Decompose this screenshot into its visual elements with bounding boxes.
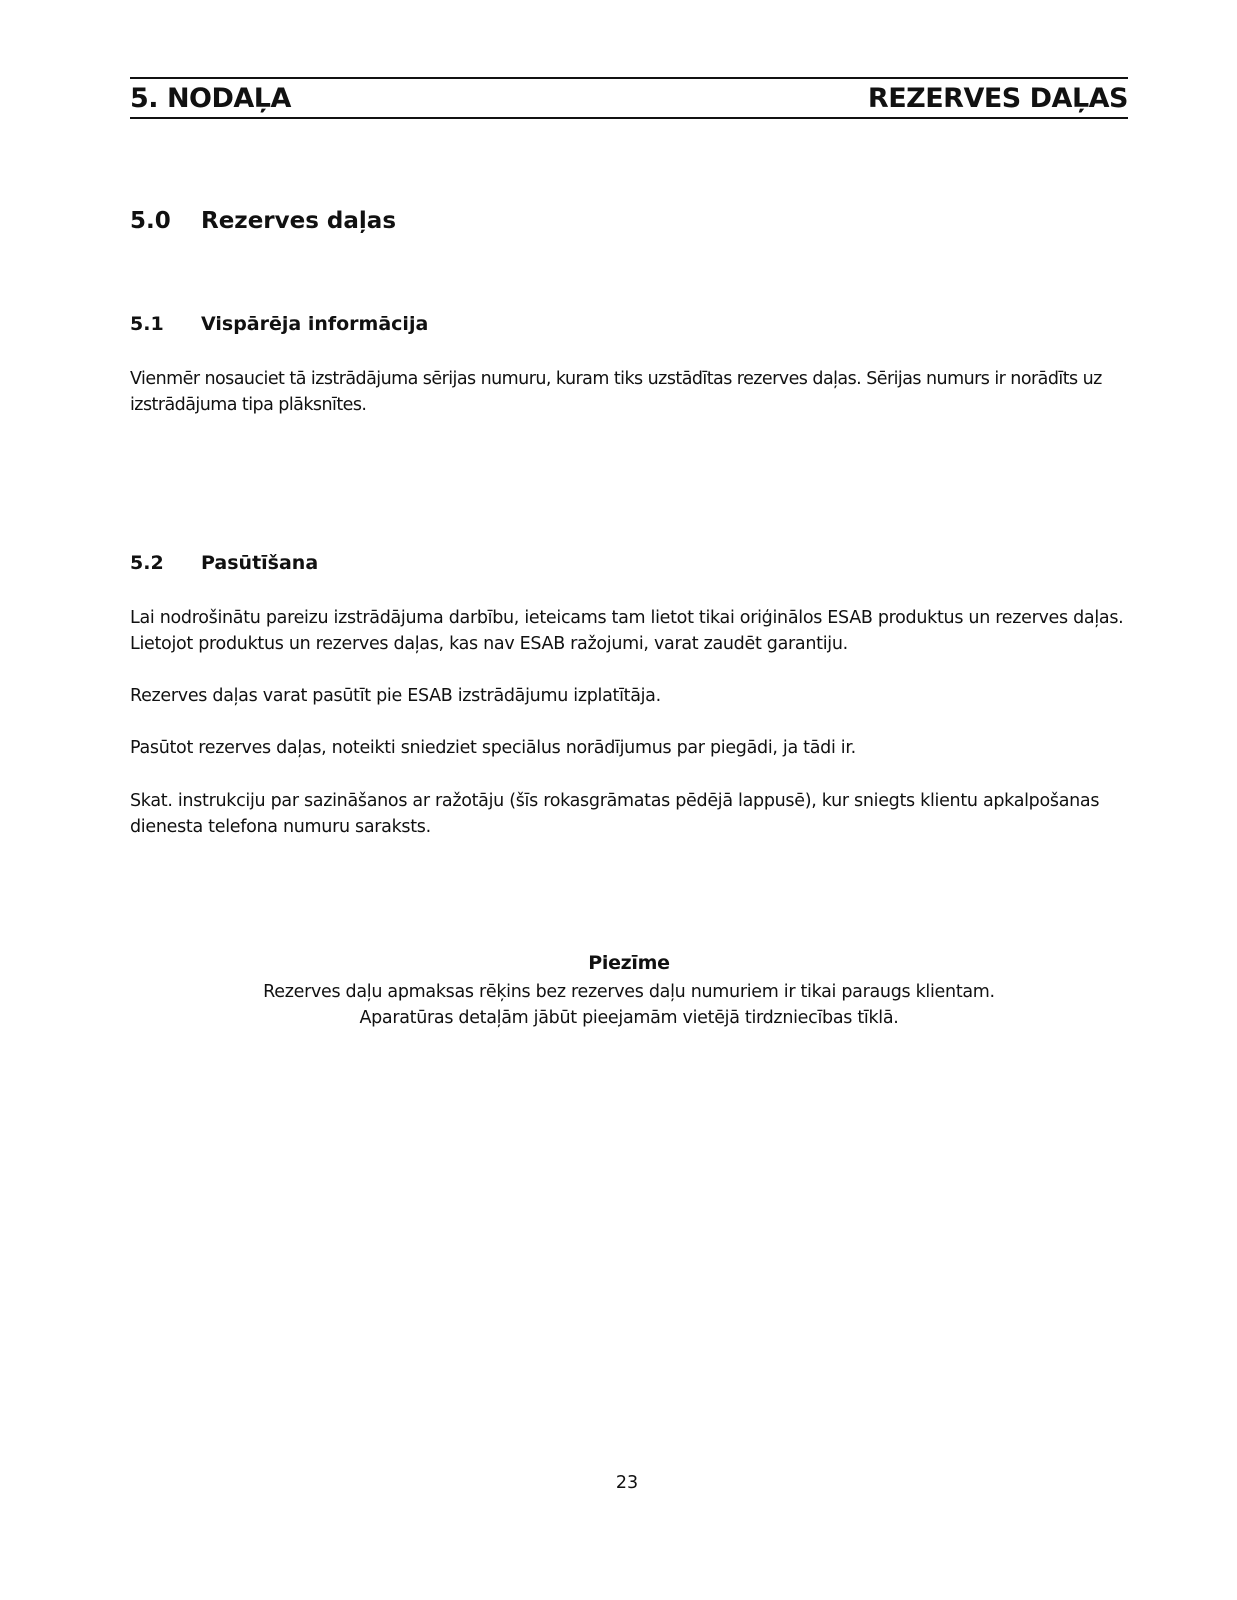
note-title: Piezīme: [588, 952, 670, 974]
section-heading-general: [130, 313, 428, 335]
ordering-paragraph-2: Rezerves daļas varat pasūtīt pie ESAB izstrādājumu izplatītāja.: [130, 686, 661, 706]
section-number: 5.2: [130, 552, 164, 574]
section-title: Vispārēja informācija: [201, 313, 429, 335]
section-number: 5.0: [130, 208, 171, 234]
note-line: Aparatūras detaļām jābūt pieejamām vietējā tirdzniecības tīklā.: [359, 1008, 899, 1028]
note-line: Rezerves daļu apmaksas rēķins bez rezerves daļu numuriem ir tikai paraugs klientam.: [263, 982, 995, 1002]
chapter-label: 5. NODAĻA: [130, 82, 291, 114]
note-box: [130, 949, 1128, 1031]
section-number: 5.1: [130, 313, 164, 335]
section-heading-main: [130, 208, 396, 234]
section-title: Pasūtīšana: [201, 552, 319, 574]
ordering-paragraph-1: Lai nodrošinātu pareizu izstrādājuma darbību, ieteicams tam lietot tikai oriģinālos ESAB produktus un rezerves daļas. Lietojot produktus un rezerves daļas, kas nav ESAB ražojumi, varat zaudēt garantiju.: [130, 608, 1124, 654]
page-header: [130, 77, 1128, 119]
ordering-paragraph-4: Skat. instrukciju par sazināšanos ar ražotāju (šīs rokasgrāmatas pēdējā lappusē), kur sniegts klientu apkalpošanas dienesta telefona numuru saraksts.: [130, 791, 1100, 837]
page-number: 23: [615, 1473, 639, 1493]
general-info-paragraph: Vienmēr nosauciet tā izstrādājuma sērijas numuru, kuram tiks uzstādītas rezerves daļas. Sērijas numurs ir norādīts uz izstrādājuma tipa plāksnītes.: [130, 369, 1102, 415]
ordering-paragraph-3: Pasūtot rezerves daļas, noteikti sniedziet speciālus norādījumus par piegādi, ja tādi ir.: [130, 738, 856, 758]
section-heading-ordering: [130, 552, 318, 574]
section-title: Rezerves daļas: [201, 208, 397, 234]
chapter-title: REZERVES DAĻAS: [867, 82, 1128, 114]
